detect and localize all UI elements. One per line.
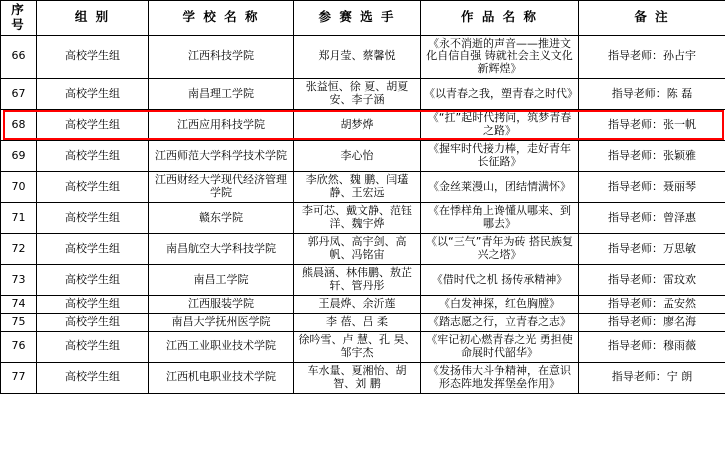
column-header-remark: 备 注 xyxy=(579,1,725,36)
table-row xyxy=(1,203,725,234)
cell-player: 胡梦烨 xyxy=(294,110,421,141)
cell-work: 《金丝莱漫山，团结情满怀》 xyxy=(421,172,579,203)
table-row xyxy=(1,331,725,362)
cell-group: 高校学生组 xyxy=(37,331,149,362)
cell-remark: 指导老师：孟安然 xyxy=(579,295,725,313)
table-row xyxy=(1,35,725,79)
table-row xyxy=(1,172,725,203)
cell-work: 《以“三气”青年为砖 搭民族复兴之塔》 xyxy=(421,234,579,265)
cell-number: 73 xyxy=(1,265,37,296)
cell-remark: 指导老师：孙占宇 xyxy=(579,35,725,79)
table-header xyxy=(1,1,725,36)
cell-number: 66 xyxy=(1,35,37,79)
cell-remark: 指导老师：曾泽惠 xyxy=(579,203,725,234)
cell-number: 70 xyxy=(1,172,37,203)
table-row xyxy=(1,79,725,110)
cell-work: 《借时代之机 扬传承精神》 xyxy=(421,265,579,296)
cell-work: 《以青春之我，塑青春之时代》 xyxy=(421,79,579,110)
cell-remark: 指导老师：张一帆 xyxy=(579,110,725,141)
cell-school: 江西工业职业技术学院 xyxy=(149,331,294,362)
cell-player: 张益恒、徐 夏、胡夏安、李子涵 xyxy=(294,79,421,110)
column-header-school: 学 校 名 称 xyxy=(149,1,294,36)
cell-remark: 指导老师：聂丽琴 xyxy=(579,172,725,203)
cell-work: 《白发神探，红色胸膛》 xyxy=(421,295,579,313)
table-row xyxy=(1,313,725,331)
cell-work: 《在悸样角上谗懂从哪来、到哪去》 xyxy=(421,203,579,234)
cell-remark: 指导老师：陈 磊 xyxy=(579,79,725,110)
cell-player: 车水量、夏湘怡、胡 智、刘 鹏 xyxy=(294,362,421,393)
cell-work: 《“扛”起时代拷问，筑梦青春之路》 xyxy=(421,110,579,141)
cell-work: 《永不消逝的声音——推进文化自信自强 铸就社会主义文化新辉煌》 xyxy=(421,35,579,79)
cell-player: 李心怡 xyxy=(294,141,421,172)
table-row xyxy=(1,234,725,265)
cell-group: 高校学生组 xyxy=(37,313,149,331)
cell-group: 高校学生组 xyxy=(37,234,149,265)
column-header-work: 作 品 名 称 xyxy=(421,1,579,36)
cell-school: 赣东学院 xyxy=(149,203,294,234)
cell-number: 76 xyxy=(1,331,37,362)
column-header-group: 组 别 xyxy=(37,1,149,36)
cell-group: 高校学生组 xyxy=(37,141,149,172)
cell-player: 郭丹凤、高宇剑、高 帆、冯铭宙 xyxy=(294,234,421,265)
cell-group: 高校学生组 xyxy=(37,35,149,79)
cell-group: 高校学生组 xyxy=(37,79,149,110)
cell-number: 69 xyxy=(1,141,37,172)
cell-school: 南昌工学院 xyxy=(149,265,294,296)
cell-group: 高校学生组 xyxy=(37,203,149,234)
cell-work: 《握牢时代接力棒，走好青年长征路》 xyxy=(421,141,579,172)
table-row xyxy=(1,295,725,313)
cell-number: 77 xyxy=(1,362,37,393)
cell-player: 郑月莹、蔡馨悦 xyxy=(294,35,421,79)
cell-remark: 指导老师：万思敏 xyxy=(579,234,725,265)
cell-group: 高校学生组 xyxy=(37,110,149,141)
table-body xyxy=(1,35,725,393)
cell-remark: 指导老师：张颖雅 xyxy=(579,141,725,172)
table-header-row xyxy=(1,1,725,36)
cell-player: 熊晨涵、林伟鹏、敖芷轩、管丹彤 xyxy=(294,265,421,296)
cell-school: 南昌航空大学科技学院 xyxy=(149,234,294,265)
column-header-number: 序 号 xyxy=(1,1,37,36)
table-row xyxy=(1,265,725,296)
cell-player: 王晨烨、余沂莲 xyxy=(294,295,421,313)
cell-school: 江西财经大学现代经济管理学院 xyxy=(149,172,294,203)
cell-number: 67 xyxy=(1,79,37,110)
cell-player: 李 蓓、吕 柔 xyxy=(294,313,421,331)
cell-work: 《牢记初心燃青春之光 勇担使命展时代韶华》 xyxy=(421,331,579,362)
cell-number: 75 xyxy=(1,313,37,331)
cell-school: 江西应用科技学院 xyxy=(149,110,294,141)
cell-school: 江西科技学院 xyxy=(149,35,294,79)
cell-group: 高校学生组 xyxy=(37,362,149,393)
cell-school: 南昌大学抚州医学院 xyxy=(149,313,294,331)
cell-group: 高校学生组 xyxy=(37,265,149,296)
cell-work: 《踏志愿之行，立青春之志》 xyxy=(421,313,579,331)
cell-player: 李欣然、魏 鹏、闫瓂静、王宏远 xyxy=(294,172,421,203)
cell-player: 徐吟雪、卢 慧、孔 昊、邹宇杰 xyxy=(294,331,421,362)
table-row xyxy=(1,362,725,393)
table-row xyxy=(1,110,725,141)
cell-school: 南昌理工学院 xyxy=(149,79,294,110)
cell-player: 李可芯、戴文静、范钰洋、魏宇烨 xyxy=(294,203,421,234)
cell-remark: 指导老师：宁 朗 xyxy=(579,362,725,393)
cell-remark: 指导老师：廖名海 xyxy=(579,313,725,331)
cell-group: 高校学生组 xyxy=(37,172,149,203)
cell-school: 江西服装学院 xyxy=(149,295,294,313)
cell-school: 江西师范大学科学技术学院 xyxy=(149,141,294,172)
table-row xyxy=(1,141,725,172)
cell-school: 江西机电职业技术学院 xyxy=(149,362,294,393)
cell-number: 74 xyxy=(1,295,37,313)
cell-number: 68 xyxy=(1,110,37,141)
cell-remark: 指导老师：穆雨薇 xyxy=(579,331,725,362)
cell-number: 71 xyxy=(1,203,37,234)
column-header-player: 参 赛 选 手 xyxy=(294,1,421,36)
cell-remark: 指导老师：雷玟欢 xyxy=(579,265,725,296)
cell-number: 72 xyxy=(1,234,37,265)
cell-group: 高校学生组 xyxy=(37,295,149,313)
cell-work: 《发扬伟大斗争精神，在意识形态阵地发挥堡垒作用》 xyxy=(421,362,579,393)
